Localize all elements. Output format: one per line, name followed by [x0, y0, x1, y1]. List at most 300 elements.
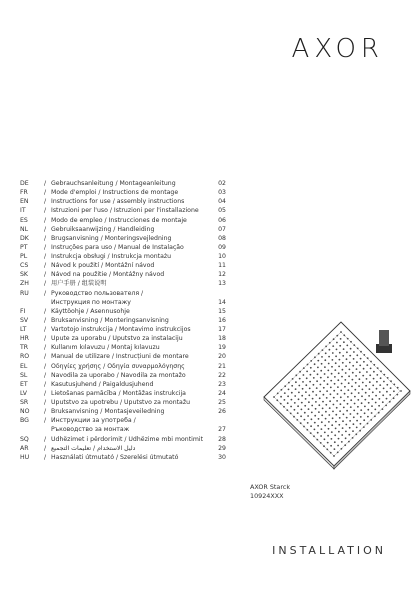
- nozzle-dot: [283, 406, 285, 408]
- nozzle-dot: [325, 404, 327, 406]
- nozzle-dot: [344, 444, 346, 446]
- nozzle-dot: [334, 434, 336, 436]
- page-number: [212, 289, 226, 298]
- table-of-contents: [20, 179, 226, 462]
- nozzle-dot: [330, 445, 332, 447]
- separator: /: [44, 243, 47, 251]
- nozzle-dot: [322, 349, 324, 351]
- nozzle-dot: [356, 420, 358, 422]
- nozzle-dot: [360, 351, 362, 353]
- nozzle-dot: [291, 385, 293, 387]
- nozzle-dot: [310, 432, 312, 434]
- separator: /: [44, 280, 47, 288]
- nozzle-dot: [352, 437, 354, 439]
- nozzle-dot: [396, 394, 398, 396]
- language-code: HR: [20, 335, 29, 343]
- nozzle-dot: [304, 405, 306, 407]
- nozzle-dot: [333, 404, 335, 406]
- nozzle-dot: [284, 392, 286, 394]
- nozzle-dot: [313, 377, 315, 379]
- nozzle-dot: [351, 392, 353, 394]
- section-title: Kullanım kılavuzu / Montaj kılavuzu: [51, 344, 160, 352]
- nozzle-dot: [356, 361, 358, 363]
- nozzle-dot: [310, 374, 312, 376]
- separator: /: [44, 289, 47, 297]
- page-number: 11: [218, 262, 226, 270]
- nozzle-dot: [315, 394, 317, 396]
- nozzle-dot: [346, 345, 348, 347]
- nozzle-dot: [298, 398, 300, 400]
- nozzle-dot: [369, 381, 371, 383]
- nozzle-dot: [327, 442, 329, 444]
- nozzle-dot: [330, 387, 332, 389]
- nozzle-dot: [338, 366, 340, 368]
- nozzle-dot: [357, 406, 359, 408]
- nozzle-dot: [383, 381, 385, 383]
- nozzle-dot: [354, 389, 356, 391]
- nozzle-dot: [337, 386, 339, 388]
- nozzle-dot: [312, 391, 314, 393]
- nozzle-dot: [284, 385, 286, 387]
- nozzle-dot: [374, 409, 376, 411]
- nozzle-dot: [335, 362, 337, 364]
- nozzle-dot: [297, 412, 299, 414]
- separator: /: [44, 444, 47, 452]
- nozzle-dot: [327, 435, 329, 437]
- nozzle-dot: [387, 377, 389, 379]
- nozzle-dot: [321, 363, 323, 365]
- nozzle-dot: [342, 362, 344, 364]
- nozzle-dot: [349, 355, 351, 357]
- nozzle-dot: [304, 419, 306, 421]
- nozzle-dot: [350, 406, 352, 408]
- nozzle-dot: [362, 389, 364, 391]
- nozzle-dot: [370, 419, 372, 421]
- nozzle-dot: [320, 435, 322, 437]
- nozzle-dot: [344, 393, 346, 395]
- nozzle-dot: [339, 352, 341, 354]
- separator: /: [44, 216, 47, 224]
- nozzle-dot: [301, 409, 303, 411]
- nozzle-dot: [355, 382, 357, 384]
- separator: /: [44, 189, 47, 197]
- page-number: 05: [218, 207, 226, 215]
- nozzle-dot: [337, 393, 339, 395]
- nozzle-dot: [287, 395, 289, 397]
- nozzle-dot: [314, 356, 316, 358]
- separator: /: [44, 225, 47, 233]
- nozzle-dot: [312, 398, 314, 400]
- language-code: PT: [20, 243, 28, 251]
- nozzle-dot: [342, 427, 344, 429]
- toc-row: [20, 435, 226, 444]
- language-code: ZH: [20, 280, 29, 288]
- nozzle-dot: [340, 338, 342, 340]
- page-number: 17: [218, 326, 226, 333]
- nozzle-dot: [330, 452, 332, 454]
- nozzle-dot: [352, 372, 354, 374]
- nozzle-dot: [346, 410, 348, 412]
- section-title: Modo de empleo / Instrucciones de montaje: [51, 216, 187, 224]
- page-number: 08: [218, 234, 226, 242]
- nozzle-dot: [304, 412, 306, 414]
- nozzle-dot: [343, 407, 345, 409]
- nozzle-dot: [345, 372, 347, 374]
- toc-row: [20, 444, 226, 453]
- nozzle-dot: [389, 394, 391, 396]
- nozzle-dot: [337, 445, 339, 447]
- nozzle-dot: [343, 413, 345, 415]
- separator: /: [44, 353, 47, 361]
- section-title: Upute za uporabu / Uputstvo za instalaciju: [51, 335, 183, 343]
- nozzle-dot: [380, 377, 382, 379]
- toc-row: [20, 407, 226, 416]
- brand-logo: AXOR: [291, 34, 384, 64]
- nozzle-dot: [343, 348, 345, 350]
- nozzle-dot: [294, 409, 296, 411]
- nozzle-dot: [284, 399, 286, 401]
- toc-row: [20, 334, 226, 343]
- nozzle-dot: [386, 398, 388, 400]
- nozzle-dot: [325, 346, 327, 348]
- nozzle-dot: [359, 371, 361, 373]
- nozzle-dot: [393, 384, 395, 386]
- nozzle-dot: [318, 411, 320, 413]
- separator: /: [44, 234, 47, 242]
- nozzle-dot: [352, 430, 354, 432]
- nozzle-dot: [336, 342, 338, 344]
- nozzle-dot: [372, 391, 374, 393]
- nozzle-dot: [390, 387, 392, 389]
- nozzle-dot: [353, 351, 355, 353]
- page-number: 26: [218, 408, 226, 416]
- nozzle-dot: [366, 378, 368, 380]
- nozzle-dot: [299, 371, 301, 373]
- nozzle-dot: [364, 412, 366, 414]
- product-name: AXOR Starck: [250, 483, 291, 491]
- language-code: RU: [20, 289, 29, 297]
- nozzle-dot: [348, 382, 350, 384]
- nozzle-dot: [302, 388, 304, 390]
- nozzle-dot: [354, 396, 356, 398]
- nozzle-dot: [339, 410, 341, 412]
- nozzle-dot: [382, 401, 384, 403]
- nozzle-dot: [307, 364, 309, 366]
- nozzle-dot: [316, 439, 318, 441]
- nozzle-dot: [349, 420, 351, 422]
- nozzle-dot: [345, 437, 347, 439]
- toc-row: [20, 298, 226, 307]
- nozzle-dot: [308, 394, 310, 396]
- separator: /: [44, 180, 47, 187]
- nozzle-dot: [367, 416, 369, 418]
- section-title: Руководство пользователя /: [51, 289, 144, 297]
- nozzle-dot: [300, 422, 302, 424]
- nozzle-dot: [315, 408, 317, 410]
- nozzle-dot: [363, 354, 365, 356]
- page-number: 15: [218, 307, 226, 315]
- nozzle-dot: [297, 405, 299, 407]
- nozzle-dot: [327, 370, 329, 372]
- nozzle-dot: [322, 408, 324, 410]
- nozzle-dot: [380, 370, 382, 372]
- language-code: RO: [20, 353, 30, 361]
- toc-row: [20, 261, 226, 270]
- nozzle-dot: [286, 409, 288, 411]
- nozzle-dot: [349, 427, 351, 429]
- nozzle-dot: [326, 397, 328, 399]
- nozzle-dot: [295, 374, 297, 376]
- section-title: Instrukcja obsługi / Instrukcja montażu: [51, 253, 172, 260]
- nozzle-dot: [309, 381, 311, 383]
- nozzle-dot: [373, 371, 375, 373]
- nozzle-dot: [311, 405, 313, 407]
- nozzle-dot: [336, 400, 338, 402]
- nozzle-dot: [373, 364, 375, 366]
- toc-row: [20, 453, 226, 462]
- nozzle-dot: [320, 377, 322, 379]
- page-number: 28: [218, 435, 226, 443]
- nozzle-dot: [332, 417, 334, 419]
- nozzle-dot: [328, 428, 330, 430]
- nozzle-dot: [356, 354, 358, 356]
- nozzle-dot: [295, 381, 297, 383]
- page-number: 24: [218, 389, 226, 397]
- nozzle-dot: [300, 415, 302, 417]
- nozzle-dot: [277, 393, 279, 395]
- nozzle-dot: [350, 341, 352, 343]
- nozzle-dot: [341, 441, 343, 443]
- toc-row: [20, 398, 226, 407]
- section-title: Használati útmutató / Szerelési útmutató: [51, 453, 179, 461]
- nozzle-dot: [281, 389, 283, 391]
- nozzle-dot: [350, 399, 352, 401]
- nozzle-dot: [349, 362, 351, 364]
- nozzle-dot: [310, 425, 312, 427]
- nozzle-dot: [311, 412, 313, 414]
- nozzle-dot: [379, 391, 381, 393]
- nozzle-dot: [314, 429, 316, 431]
- nozzle-dot: [383, 388, 385, 390]
- nozzle-dot: [341, 376, 343, 378]
- nozzle-dot: [340, 403, 342, 405]
- section-title: Istruzioni per l'uso / Istruzioni per l'installazione: [51, 207, 199, 215]
- section-title: Gebrauchsanleitung / Montageanleitung: [51, 180, 176, 187]
- nozzle-dot: [316, 387, 318, 389]
- toc-row: [20, 289, 226, 298]
- page-number: 10: [218, 253, 226, 260]
- nozzle-dot: [353, 423, 355, 425]
- nozzle-dot: [308, 408, 310, 410]
- nozzle-dot: [327, 376, 329, 378]
- nozzle-dot: [294, 395, 296, 397]
- nozzle-dot: [325, 352, 327, 354]
- nozzle-dot: [288, 382, 290, 384]
- overhead-shower-illustration: [262, 320, 412, 490]
- nozzle-dot: [350, 348, 352, 350]
- nozzle-dot: [336, 335, 338, 337]
- nozzle-dot: [335, 421, 337, 423]
- nozzle-dot: [290, 413, 292, 415]
- nozzle-dot: [298, 385, 300, 387]
- nozzle-dot: [368, 395, 370, 397]
- page-number: 18: [218, 335, 226, 343]
- nozzle-dot: [377, 367, 379, 369]
- nozzle-dot: [343, 334, 345, 336]
- nozzle-dot: [314, 415, 316, 417]
- language-code: NL: [20, 225, 29, 233]
- nozzle-dot: [367, 423, 369, 425]
- language-code: EL: [20, 362, 28, 370]
- nozzle-dot: [323, 445, 325, 447]
- toc-row: [20, 343, 226, 352]
- nozzle-dot: [330, 380, 332, 382]
- nozzle-dot: [303, 374, 305, 376]
- section-title: Gebruiksaanwijzing / Handleiding: [51, 225, 155, 233]
- nozzle-dot: [311, 418, 313, 420]
- nozzle-dot: [308, 401, 310, 403]
- nozzle-dot: [323, 394, 325, 396]
- nozzle-dot: [333, 397, 335, 399]
- nozzle-dot: [317, 432, 319, 434]
- nozzle-dot: [340, 390, 342, 392]
- section-title: Uputstvo za upotrebu / Uputstvo za montažu: [51, 399, 191, 406]
- page-number: 06: [218, 216, 226, 224]
- language-code: SL: [20, 371, 28, 379]
- nozzle-dot: [365, 392, 367, 394]
- nozzle-dot: [292, 378, 294, 380]
- nozzle-dot: [276, 399, 278, 401]
- section-title: دليل الاستخدام / تعليمات التجميع: [51, 444, 136, 452]
- nozzle-dot: [346, 351, 348, 353]
- toc-row: [20, 325, 226, 334]
- nozzle-dot: [341, 448, 343, 450]
- page-number: 09: [218, 243, 226, 251]
- toc-row: [20, 425, 226, 434]
- section-title: Instructions for use / assembly instructions: [51, 198, 185, 206]
- nozzle-dot: [317, 425, 319, 427]
- nozzle-dot: [335, 428, 337, 430]
- nozzle-dot: [376, 388, 378, 390]
- nozzle-dot: [332, 359, 334, 361]
- language-code: LV: [20, 389, 27, 397]
- nozzle-dot: [357, 399, 359, 401]
- nozzle-dot: [368, 402, 370, 404]
- nozzle-dot: [306, 371, 308, 373]
- nozzle-dot: [303, 426, 305, 428]
- page-number: 23: [218, 380, 226, 388]
- language-code: AR: [20, 444, 29, 452]
- nozzle-dot: [333, 390, 335, 392]
- nozzle-dot: [342, 369, 344, 371]
- nozzle-dot: [363, 419, 365, 421]
- toc-row: [20, 416, 226, 425]
- nozzle-dot: [329, 400, 331, 402]
- nozzle-dot: [325, 418, 327, 420]
- nozzle-dot: [307, 422, 309, 424]
- nozzle-dot: [321, 356, 323, 358]
- nozzle-dot: [338, 372, 340, 374]
- language-code: [20, 425, 44, 434]
- nozzle-dot: [329, 407, 331, 409]
- nozzle-dot: [372, 385, 374, 387]
- nozzle-dot: [322, 401, 324, 403]
- page-number: 03: [218, 189, 226, 197]
- nozzle-dot: [305, 391, 307, 393]
- nozzle-dot: [332, 345, 334, 347]
- nozzle-dot: [361, 395, 363, 397]
- section-title: Οδηγίες χρήσης / Οδηγία συναρμολόγησης: [51, 362, 185, 370]
- nozzle-dot: [291, 392, 293, 394]
- language-code: LT: [20, 326, 27, 333]
- nozzle-dot: [348, 434, 350, 436]
- section-title: Bruksanvisning / Montasjeveiledning: [51, 408, 165, 416]
- nozzle-dot: [314, 363, 316, 365]
- separator: /: [44, 262, 47, 270]
- nozzle-dot: [369, 374, 371, 376]
- page-number: 30: [218, 453, 226, 461]
- nozzle-dot: [306, 429, 308, 431]
- nozzle-dot: [382, 408, 384, 410]
- nozzle-dot: [332, 411, 334, 413]
- nozzle-dot: [334, 376, 336, 378]
- nozzle-dot: [303, 367, 305, 369]
- nozzle-dot: [329, 342, 331, 344]
- nozzle-dot: [364, 399, 366, 401]
- nozzle-dot: [397, 387, 399, 389]
- nozzle-dot: [371, 405, 373, 407]
- section-title: Käyttöohje / Asennusohje: [51, 307, 130, 315]
- nozzle-dot: [365, 385, 367, 387]
- nozzle-dot: [345, 424, 347, 426]
- nozzle-dot: [372, 398, 374, 400]
- nozzle-dot: [280, 396, 282, 398]
- nozzle-dot: [301, 402, 303, 404]
- language-code: IT: [20, 207, 26, 215]
- separator: /: [44, 408, 47, 416]
- nozzle-dot: [348, 441, 350, 443]
- nozzle-dot: [345, 365, 347, 367]
- nozzle-dot: [301, 395, 303, 397]
- section-title: Brugsanvisning / Monteringsvejledning: [51, 234, 172, 242]
- nozzle-dot: [346, 417, 348, 419]
- footer-installation: INSTALLATION: [272, 544, 386, 557]
- language-code: [20, 298, 44, 307]
- nozzle-dot: [321, 414, 323, 416]
- nozzle-dot: [356, 427, 358, 429]
- separator: /: [44, 435, 47, 443]
- nozzle-dot: [341, 383, 343, 385]
- nozzle-dot: [366, 371, 368, 373]
- nozzle-dot: [355, 375, 357, 377]
- toc-row: [20, 270, 226, 279]
- nozzle-dot: [317, 367, 319, 369]
- language-code: EN: [20, 198, 29, 206]
- nozzle-dot: [333, 455, 335, 457]
- language-code: HU: [20, 453, 30, 461]
- nozzle-dot: [305, 398, 307, 400]
- nozzle-dot: [379, 398, 381, 400]
- page-number: 14: [218, 298, 226, 306]
- nozzle-dot: [364, 406, 366, 408]
- nozzle-dot: [342, 420, 344, 422]
- nozzle-dot: [350, 413, 352, 415]
- nozzle-dot: [351, 386, 353, 388]
- nozzle-dot: [315, 401, 317, 403]
- nozzle-dot: [313, 370, 315, 372]
- nozzle-dot: [336, 407, 338, 409]
- nozzle-dot: [334, 448, 336, 450]
